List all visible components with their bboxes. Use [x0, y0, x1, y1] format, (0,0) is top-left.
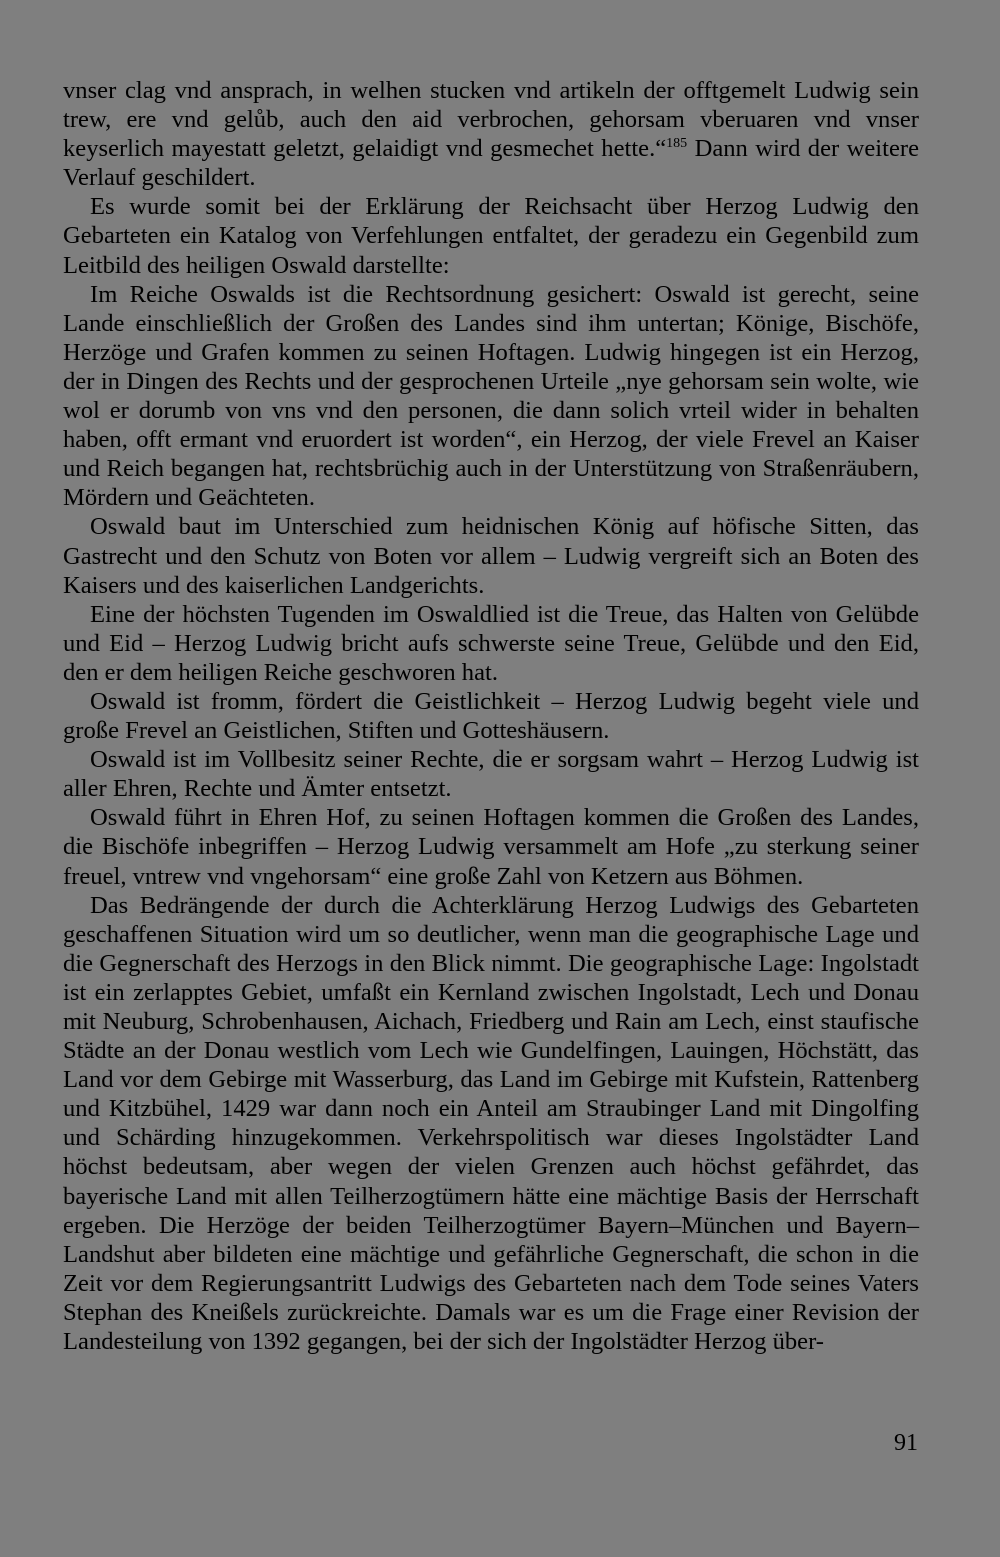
body-text — [63, 76, 919, 1356]
paragraph-0-continuation: Dann wird der weitere Verlauf geschildert. — [63, 135, 919, 192]
paragraph-4: Eine der höchsten Tugenden im Oswaldlied ist die Treue, das Halten von Gelübde und Eid – Herzog Ludwig bricht aufs schwerste seine Treue, Gelübde und den Eid, den er dem heiligen Reiche geschworen hat. — [63, 600, 919, 686]
paragraph-3: Oswald baut im Unterschied zum heidnischen König auf höfische Sitten, das Gastrecht und den Schutz von Boten vor allem – Ludwig vergreift sich an Boten des Kaisers und des kaiserlichen Landgerichts. — [63, 513, 919, 599]
paragraph-0 — [63, 76, 919, 192]
page-number: 91 — [894, 1430, 918, 1456]
paragraph-1: Es wurde somit bei der Erklärung der Reichsacht über Herzog Ludwig den Gebarteten ein Katalog von Verfehlungen entfaltet, der geradezu ein Gegenbild zum Leitbild des heiligen Oswald darstellte: — [63, 193, 919, 279]
paragraph-6: Oswald ist im Vollbesitz seiner Rechte, die er sorgsam wahrt – Herzog Ludwig ist aller Ehren, Rechte und Ämter entsetzt. — [63, 746, 919, 803]
paragraph-0-text: vnser clag vnd ansprach, in welhen stucken vnd artikeln der offtgemelt Ludwig sein trew, ere vnd gelůb, auch den aid verbrochen, gehorsam vberuaren vnd vnser keyserlich mayestatt geletzt, gelaidigt vnd gesmechet hette.“ — [63, 77, 919, 163]
paragraph-2: Im Reiche Oswalds ist die Rechtsordnung gesichert: Oswald ist gerecht, seine Lande einschließlich der Großen des Landes sind ihm untertan; Könige, Bischöfe, Herzöge und Grafen kommen zu seinen Hoftagen. Ludwig hingegen ist ein Herzog, der in Dingen des Rechts und der gesprochenen Urteile „nye gehorsam sein wolte, wie wol er dorumb von vns vnd den personen, die dann solich vrteil wider in behalten haben, offt ermant vnd eruordert ist worden“, ein Herzog, der viele Frevel an Kaiser und Reich begangen hat, rechtsbrüchig auch in der Unterstützung von Straßenräubern, Mördern und Geächteten. — [63, 280, 919, 512]
paragraph-7: Oswald führt in Ehren Hof, zu seinen Hoftagen kommen die Großen des Landes, die Bischöfe inbegriffen – Herzog Ludwig versammelt am Hofe „zu sterkung seiner freuel, vntrew vnd vngehorsam“ eine große Zahl von Ketzern aus Böhmen. — [63, 804, 919, 890]
page-body — [63, 76, 919, 1356]
footnote-marker: 185 — [666, 136, 688, 151]
paragraph-8: Das Bedrängende der durch die Achterklärung Herzog Ludwigs des Gebarteten geschaffenen Situation wird um so deutlicher, wenn man die geographische Lage und die Gegnerschaft des Herzogs in den Blick nimmt. Die geographische Lage: Ingolstadt ist ein zerlapptes Gebiet, umfaßt ein Kernland zwischen Ingolstadt, Lech und Donau mit Neuburg, Schrobenhausen, Aichach, Friedberg und Rain am Lech, einst staufische Städte an der Donau westlich vom Lech wie Gundelfingen, Lauingen, Höchstätt, das Land vor dem Gebirge mit Wasserburg, das Land im Gebirge mit Kufstein, Rattenberg und Kitzbühel, 1429 war dann noch ein Anteil am Straubinger Land mit Dingolfing und Schärding hinzugekommen. Verkehrspolitisch war dieses Ingolstädter Land höchst bedeutsam, aber wegen der vielen Grenzen auch höchst gefährdet, das bayerische Land mit allen Teilherzogtümern hätte eine mächtige Basis der Herrschaft ergeben. Die Herzöge der beiden Teilherzogtümer Bayern–München und Bayern–Landshut aber bildeten eine mächtige und gefährliche Gegnerschaft, die schon in die Zeit vor dem Regierungsantritt Ludwigs des Gebarteten nach dem Tode seines Vaters Stephan des Kneißels zurückreichte. Damals war es um die Frage einer Revision der Landesteilung von 1392 gegangen, bei der sich der Ingolstädter Herzog über- — [63, 891, 919, 1356]
paragraph-5: Oswald ist fromm, fördert die Geistlichkeit – Herzog Ludwig begeht viele und große Frevel an Geistlichen, Stiften und Gotteshäusern. — [63, 687, 919, 745]
